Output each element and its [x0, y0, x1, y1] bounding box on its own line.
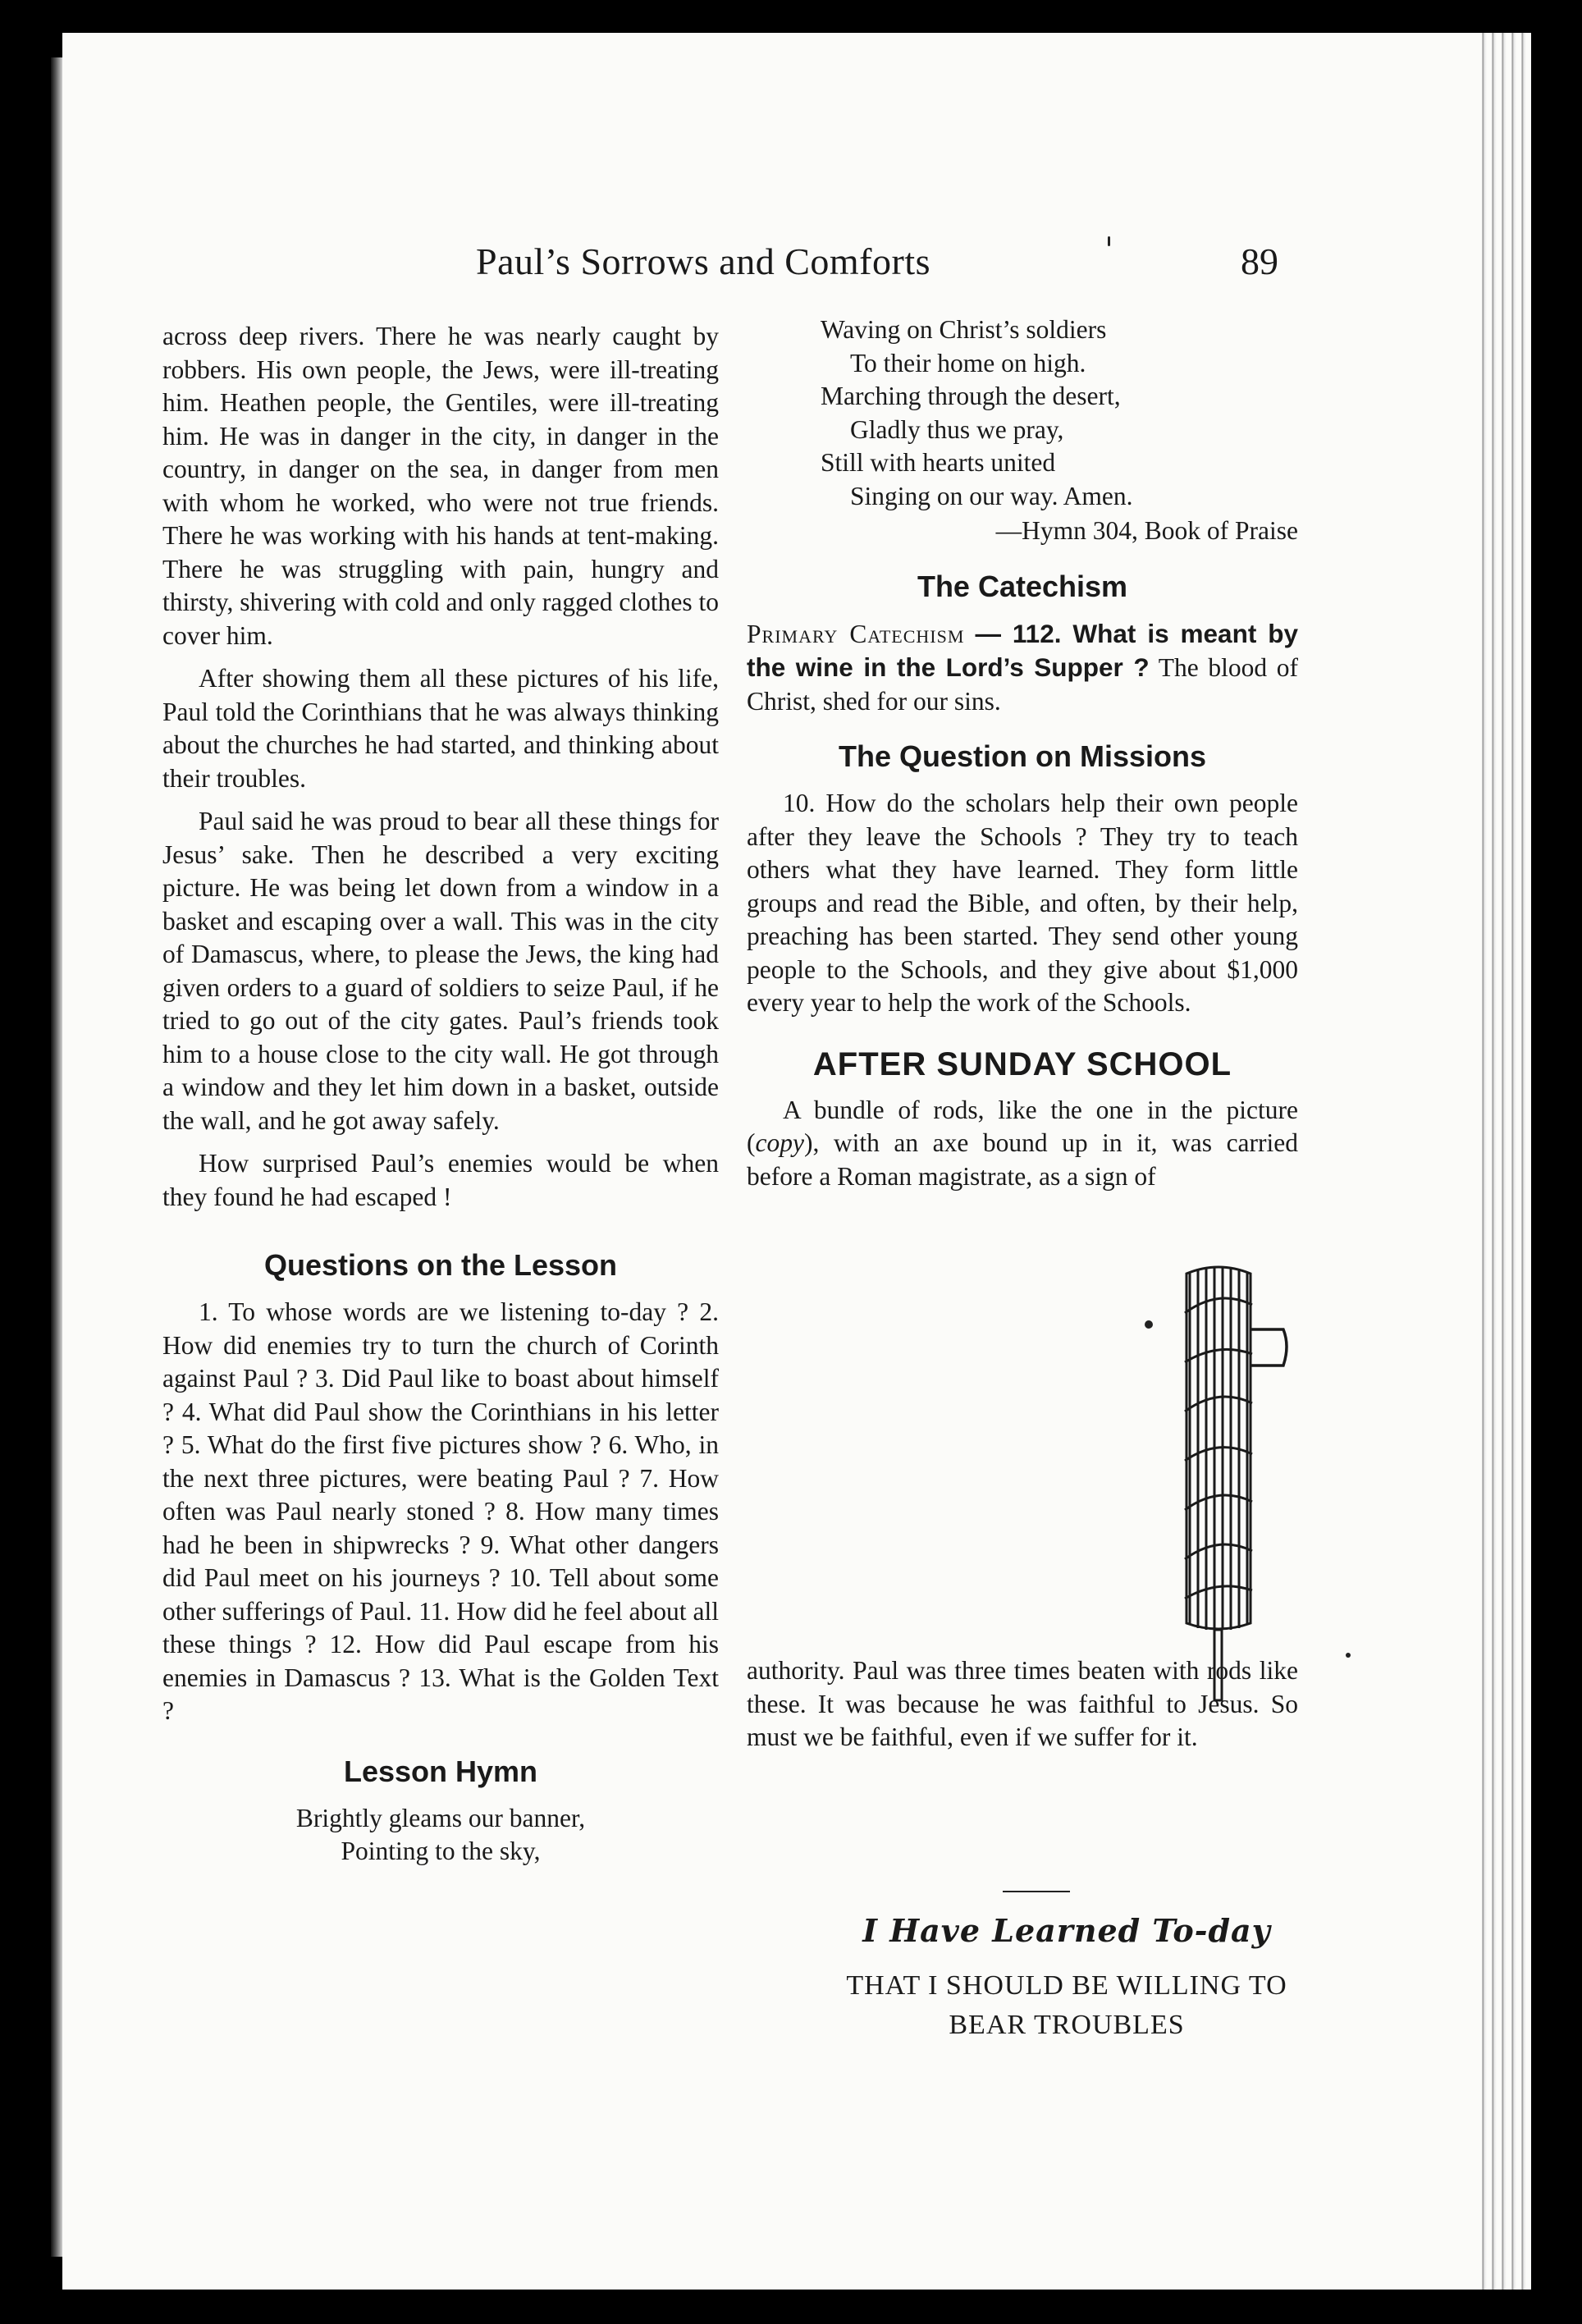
- section-divider: [1003, 1891, 1070, 1892]
- ink-speck: [1108, 236, 1110, 246]
- hymn-line: Brightly gleams our banner,: [295, 1803, 586, 1832]
- hymn-attribution: —Hymn 304, Book of Praise: [995, 516, 1298, 545]
- after-text-part: A bundle of rods, like the one in the picture (: [747, 1095, 1298, 1157]
- learned-today-text: [738, 1966, 1395, 2045]
- ink-speck: [1346, 1653, 1351, 1658]
- missions-text: 10. How do the scholars help their own people after they leave the Schools ? They try to teach others what they have learned. They form little groups and read the Bible, and often, by their help, preaching has been started. They send other young people to the Schools, and they give about $1,000 every year to help the work of the Schools.: [747, 789, 1298, 1017]
- after-text-italic: copy: [755, 1128, 804, 1157]
- learned-line: THAT I SHOULD BE WILLING TO: [846, 1970, 1287, 2001]
- hymn-continued: [747, 313, 1298, 548]
- lesson-hymn-heading: Lesson Hymn: [343, 1754, 538, 1788]
- body-paragraph: How surprised Paul’s enemies would be when they found he had escaped !: [162, 1149, 719, 1211]
- hymn-line: Gladly thus we pray,: [850, 414, 1064, 444]
- questions-text: 1. To whose words are we listening to-day ? 2. How did enemies try to turn the church of Corinth against Paul ? 3. Did Paul like to boast about himself ? 4. What did Paul show the Corinthians in his letter ? 5. What do the first five pictures show ? 6. Who, in the next three pictures, were beating Paul ? 7. How often was Paul nearly stoned ? 8. How many times had he been in shipwrecks ? 9. What other dangers did Paul meet on his journeys ? 10. Tell about some other sufferings of Paul. 11. How did he feel about all these things ? 12. How did Paul escape from his enemies in Damascus ? 13. What is the Golden Text ?: [162, 1297, 719, 1725]
- catechism-answer: The blood of Christ, shed for our sins.: [747, 653, 1299, 716]
- hymn-line: Singing on our way. Amen.: [850, 481, 1133, 510]
- after-sunday-school-heading: AFTER SUNDAY SCHOOL: [812, 1045, 1232, 1082]
- after-paragraph-intro: [747, 1094, 1298, 1194]
- catechism-question: — 112. What is meant by the wine in the Lord’s Supper ?: [747, 618, 1299, 682]
- page-stack-edge: [1477, 33, 1531, 2290]
- hymn-line: Waving on Christ’s soldiers: [821, 315, 1107, 344]
- learned-line: BEAR TROUBLES: [949, 2010, 1185, 2040]
- hymn-line: Marching through the desert,: [821, 382, 1121, 410]
- body-paragraph: across deep rivers. There he was nearly caught by robbers. His own people, the Jews, were ill-treating him. Heathen people, the Gentiles, were ill-treating him. He was in danger in the city, in danger in the country, in danger on the sea, in danger from men with whom he worked, who were not true friends. There he was working with his hands at tent-making. There he was struggling with pain, hungry and thirsty, shivering with cold and only ragged clothes to cover him.: [162, 322, 719, 650]
- hymn-line: Still with hearts united: [821, 448, 1056, 477]
- after-paragraph-continued: authority. Paul was three times beaten with rods like these. It was because he was faithful to Jesus. So must we be faithful, even if we suffer for it.: [747, 1656, 1298, 1751]
- catechism-paragraph: [747, 617, 1298, 719]
- questions-heading: Questions on the Lesson: [263, 1248, 618, 1282]
- running-header-title: Paul’s Sorrows and Comforts: [476, 240, 930, 282]
- body-paragraph: Paul said he was proud to bear all these things for Jesus’ sake. Then he described a very exciting picture. He was being let down from a window in a basket and escaping over a wall. This was in the city of Damascus, where, to please the Jews, the king had given orders to a guard of soldiers to seize Paul, if he tried to go out of the city gates. Paul’s friends took him to a house close to the city wall. He got through a window and they let him down in a basket, outside the wall, and he got away safely.: [162, 807, 719, 1135]
- hymn-line: To their home on high.: [850, 348, 1086, 377]
- page-gutter-shadow: [51, 57, 62, 2257]
- after-text-part: ), with an axe bound up in it, was carried before a Roman magistrate, as a sign of: [747, 1128, 1298, 1191]
- catechism-heading: The Catechism: [917, 569, 1128, 603]
- fasces-icon: [1132, 1264, 1313, 1707]
- catechism-label: Primary Catechism: [747, 619, 965, 648]
- missions-heading: The Question on Missions: [838, 739, 1207, 773]
- hymn-line: Pointing to the sky,: [341, 1837, 541, 1865]
- body-paragraph: After showing them all these pictures of his life, Paul told the Corinthians that he was always thinking about the churches he had started, and thinking about their troubles.: [162, 664, 719, 793]
- page-number: 89: [1241, 240, 1278, 282]
- learned-today-heading: I Have Learned To-day: [862, 1912, 1271, 1949]
- left-column: [162, 320, 719, 1869]
